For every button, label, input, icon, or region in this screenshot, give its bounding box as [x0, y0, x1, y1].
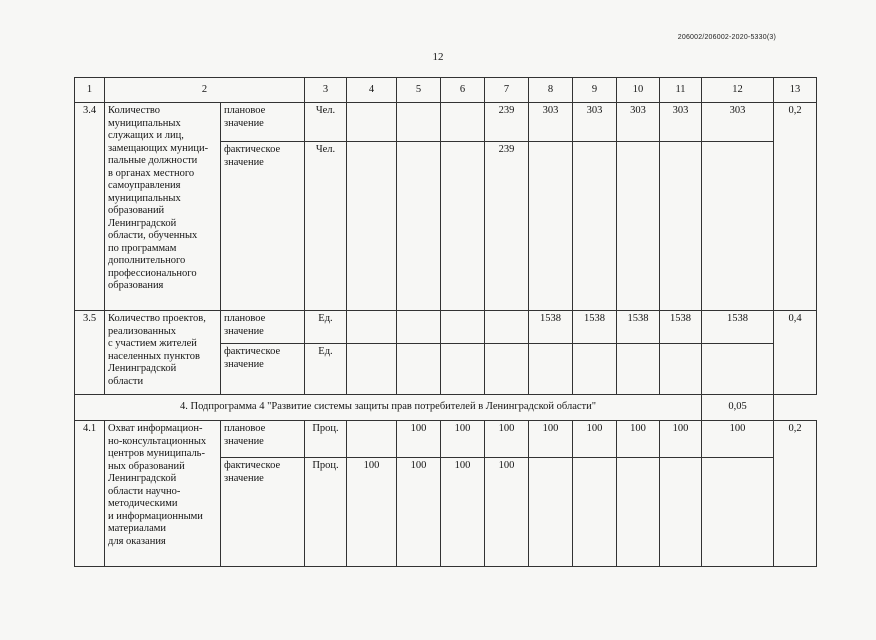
indicator-number: 3.4	[75, 103, 105, 311]
indicator-plan-row	[75, 421, 817, 458]
fact-value-cell	[397, 142, 441, 311]
plan-value-cell: 100	[573, 421, 617, 458]
fact-value-cell	[441, 142, 485, 311]
plan-value-cell	[485, 311, 529, 344]
value-type-label: фактическое значение	[221, 458, 305, 567]
indicator-number: 4.1	[75, 421, 105, 567]
unit-cell: Проц.	[305, 421, 347, 458]
document-number: 206002/206002-2020-5330(3)	[677, 34, 776, 41]
fact-value-cell	[347, 142, 397, 311]
fact-value-cell: 100	[485, 458, 529, 567]
col-header: 1	[75, 78, 105, 103]
fact-value-cell	[485, 344, 529, 395]
indicator-name-line: для оказания	[108, 535, 166, 547]
indicator-name-line: ных образований	[108, 460, 185, 472]
value-type-label: фактическое значение	[221, 142, 305, 311]
plan-value-cell	[397, 103, 441, 142]
indicator-name-line: и информационными	[108, 510, 203, 522]
fact-value-cell	[702, 142, 774, 311]
indicator-name	[105, 103, 221, 311]
plan-value-cell: 303	[660, 103, 702, 142]
plan-value-cell: 239	[485, 103, 529, 142]
plan-value-cell: 303	[573, 103, 617, 142]
col-header: 11	[660, 78, 702, 103]
unit-cell: Ед.	[305, 344, 347, 395]
indicator-weight: 0,2	[774, 103, 817, 311]
column-number-row	[75, 78, 817, 103]
plan-value-cell	[347, 103, 397, 142]
plan-value-cell: 100	[441, 421, 485, 458]
indicator-plan-row	[75, 103, 817, 142]
col-header: 8	[529, 78, 573, 103]
indicator-name-line: области научно-	[108, 485, 181, 497]
subprogram-weight: 0,05	[702, 395, 774, 421]
plan-value-cell: 100	[617, 421, 660, 458]
plan-value-cell: 1538	[702, 311, 774, 344]
indicator-name-line: дополнительного	[108, 255, 186, 266]
fact-value-cell	[441, 344, 485, 395]
page-number: 12	[432, 51, 444, 63]
fact-value-cell	[397, 344, 441, 395]
indicators-table	[74, 77, 817, 567]
fact-value-cell	[573, 458, 617, 567]
indicator-name-line: реализованных	[108, 325, 177, 337]
plan-value-cell: 1538	[529, 311, 573, 344]
fact-value-cell	[660, 458, 702, 567]
indicator-name-line: методическими	[108, 498, 178, 509]
fact-value-cell	[617, 344, 660, 395]
indicator-name-line: Ленинградской	[108, 217, 177, 229]
plan-value-cell	[441, 103, 485, 142]
unit-cell: Чел.	[305, 103, 347, 142]
indicator-name-line: Количество	[108, 105, 161, 116]
fact-value-cell	[529, 458, 573, 567]
indicator-name-line: Охват информацион-	[108, 423, 203, 434]
indicator-name-line: центров муниципаль-	[108, 448, 205, 459]
indicator-plan-row	[75, 311, 817, 344]
indicator-weight: 0,4	[774, 311, 817, 395]
indicator-name-line: по программам	[108, 242, 177, 254]
indicator-name-line: пальные должности	[108, 155, 198, 166]
indicator-name-line: населенных пунктов	[108, 350, 200, 362]
indicator-name-line: профессионального	[108, 267, 197, 279]
plan-value-cell: 303	[617, 103, 660, 142]
plan-value-cell: 100	[397, 421, 441, 458]
fact-value-cell	[529, 142, 573, 311]
col-header: 3	[305, 78, 347, 103]
plan-value-cell: 1538	[660, 311, 702, 344]
fact-value-cell: 100	[441, 458, 485, 567]
col-header: 13	[774, 78, 817, 103]
fact-value-cell: 100	[347, 458, 397, 567]
plan-value-cell: 100	[485, 421, 529, 458]
indicator-name	[105, 421, 221, 567]
fact-value-cell	[347, 344, 397, 395]
value-type-label: плановое значение	[221, 421, 305, 458]
plan-value-cell: 303	[702, 103, 774, 142]
plan-value-cell	[347, 421, 397, 458]
fact-value-cell	[573, 142, 617, 311]
fact-value-cell	[617, 458, 660, 567]
col-header: 5	[397, 78, 441, 103]
col-header: 4	[347, 78, 397, 103]
indicator-name-line: самоуправления	[108, 180, 181, 191]
value-type-label: плановое значение	[221, 311, 305, 344]
indicator-name-line: материалами	[108, 523, 166, 534]
indicator-name	[105, 311, 221, 395]
value-type-label: фактическое значение	[221, 344, 305, 395]
col-header: 10	[617, 78, 660, 103]
plan-value-cell	[441, 311, 485, 344]
plan-value-cell: 100	[660, 421, 702, 458]
col-header: 12	[702, 78, 774, 103]
indicator-name-line: муниципальных	[108, 117, 181, 129]
plan-value-cell: 100	[702, 421, 774, 458]
indicator-name-line: служащих и лиц,	[108, 130, 184, 141]
indicator-name-line: но-консультационных	[108, 435, 207, 447]
indicator-name-line: области	[108, 375, 144, 387]
indicator-name-line: в органах местного	[108, 167, 195, 179]
indicator-name-line: с участием жителей	[108, 338, 197, 349]
subprogram-title: 4. Подпрограмма 4 "Развитие системы защиты прав потребителей в Ленинградской области"	[75, 395, 702, 421]
indicator-number: 3.5	[75, 311, 105, 395]
indicator-name-line: Количество проектов,	[108, 313, 206, 324]
fact-value-cell	[529, 344, 573, 395]
unit-cell: Проц.	[305, 458, 347, 567]
plan-value-cell: 1538	[573, 311, 617, 344]
indicator-weight: 0,2	[774, 421, 817, 567]
indicator-name-line: Ленинградской	[108, 363, 177, 374]
plan-value-cell	[397, 311, 441, 344]
value-type-label: плановое значение	[221, 103, 305, 142]
plan-value-cell	[347, 311, 397, 344]
fact-value-cell	[573, 344, 617, 395]
col-header: 6	[441, 78, 485, 103]
plan-value-cell: 100	[529, 421, 573, 458]
fact-value-cell	[617, 142, 660, 311]
plan-value-cell: 1538	[617, 311, 660, 344]
indicator-name-line: области, обученных	[108, 230, 198, 241]
indicator-name-line: образований	[108, 205, 165, 216]
fact-value-cell	[660, 344, 702, 395]
plan-value-cell: 303	[529, 103, 573, 142]
indicator-name-line: образования	[108, 280, 164, 291]
fact-value-cell: 239	[485, 142, 529, 311]
fact-value-cell	[702, 458, 774, 567]
col-header: 9	[573, 78, 617, 103]
fact-value-cell	[660, 142, 702, 311]
col-header: 7	[485, 78, 529, 103]
subprogram-row	[75, 395, 817, 421]
fact-value-cell: 100	[397, 458, 441, 567]
unit-cell: Чел.	[305, 142, 347, 311]
indicator-name-line: Ленинградской	[108, 473, 177, 484]
fact-value-cell	[702, 344, 774, 395]
unit-cell: Ед.	[305, 311, 347, 344]
indicator-name-line: муниципальных	[108, 192, 181, 204]
indicator-name-line: замещающих муници-	[108, 142, 209, 154]
col-header: 2	[105, 78, 305, 103]
